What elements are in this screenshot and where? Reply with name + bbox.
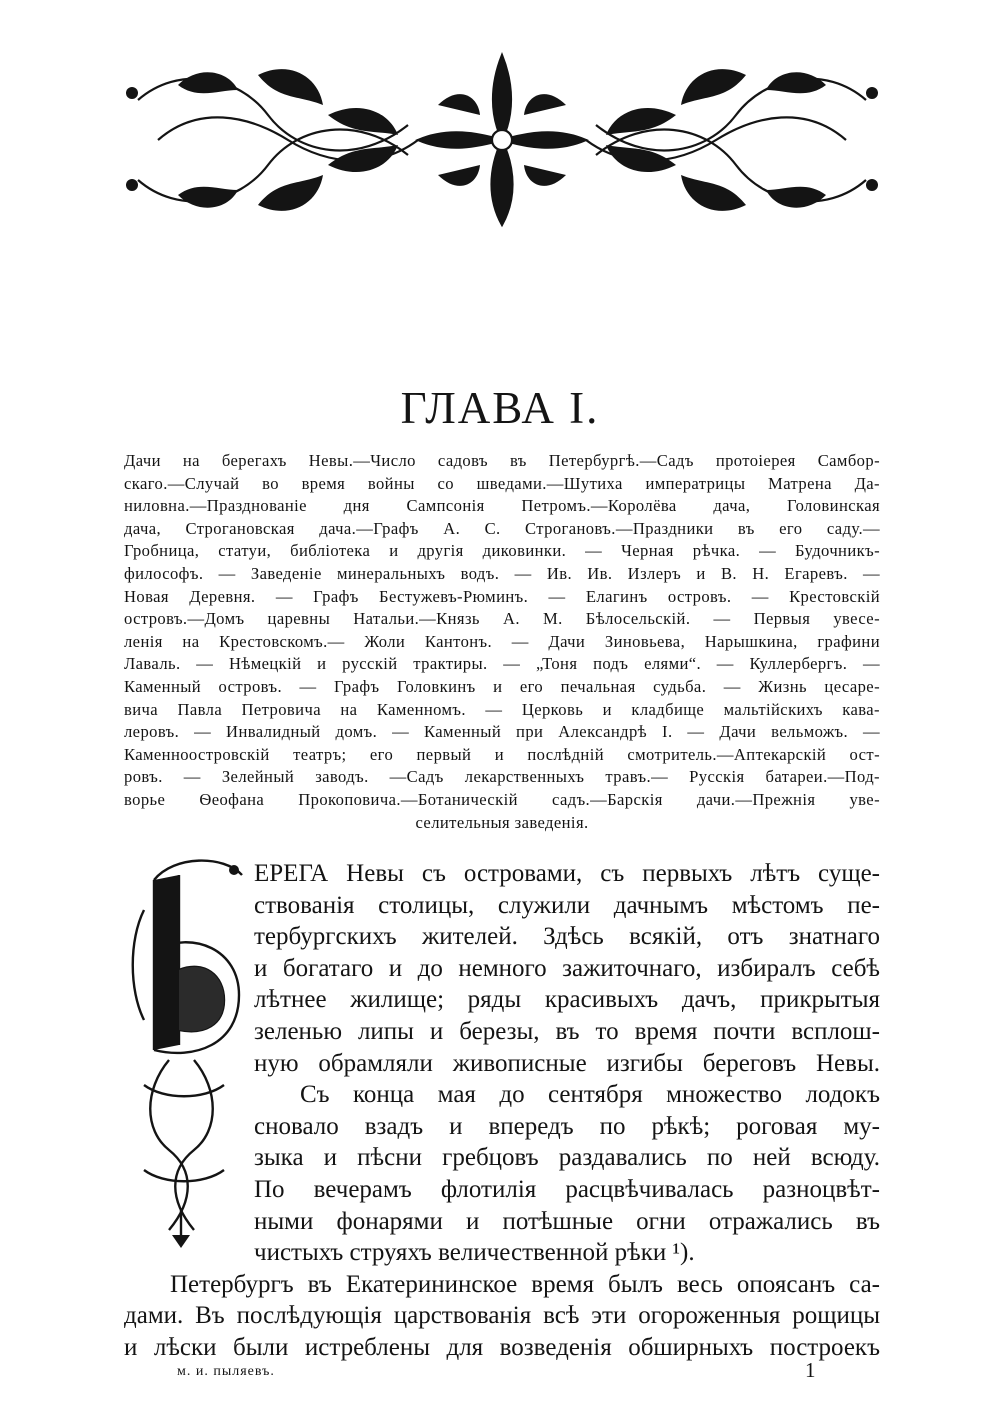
body-line: ными фонарями и потѣшные огни отражались въ (254, 1207, 880, 1235)
summary-line: Дачи на берегахъ Невы.—Число садовъ въ Петербургѣ.—Садъ протоіерея Самбор- (124, 451, 880, 470)
body-line: ствованія столицы, служили дачнымъ мѣстомъ пе- (254, 891, 880, 919)
body-line: тербургскихъ жителей. Здѣсь всякій, отъ знатнаго (254, 923, 880, 951)
floral-headpiece-ornament (118, 45, 886, 235)
footer-author-signature: м. и. пыляевъ. (177, 1364, 275, 1379)
summary-line: Каменноостровскій театръ; его первый и послѣдній смотритель.—Аптекарскій ост- (124, 744, 880, 764)
summary-line: селительныя заведенія. (415, 812, 589, 832)
summary-line: леровъ. — Инвалидный домъ. — Каменный при Александрѣ I. — Дачи вельможъ. — (124, 722, 880, 742)
summary-line: Лаваль. — Нѣмецкій и русскій трактиры. — „Тоня подъ елями“. — Куллербергъ. — (124, 654, 880, 674)
body-line: и богатаго и до немного зажиточнаго, избиралъ себѣ (254, 954, 880, 982)
summary-line: философъ. — Заведеніе минеральныхъ водъ. — Ив. Ив. Излеръ и В. Н. Егаревъ. — (124, 563, 880, 583)
body-line: Петербургъ въ Екатерининское время былъ весь опоясанъ са- (170, 1270, 880, 1298)
summary-line: скаго.—Случай во время войны со шведами.—Шутиха императрицы Матрена Да- (124, 473, 880, 493)
summary-line: Каменный островъ. — Графъ Головкинъ и его печальная судьба. — Жизнь цесаре- (124, 676, 880, 696)
summary-line: ворье Ѳеофана Прокоповича.—Ботаническій садъ.—Барскія дачи.—Прежнія уве- (124, 789, 880, 809)
summary-line: ниловна.—Празднованіе дня Сампсонія Петромъ.—Королёва дача, Головинская (124, 496, 880, 516)
summary-line: ленія на Крестовскомъ.— Жоли Кантонъ. — Дачи Зиновьева, Нарышкина, графини (124, 631, 880, 651)
chapter-summary (124, 450, 880, 834)
summary-line: ровъ. — Зелейный заводъ. —Садъ лекарственныхъ травъ.— Русскія батареи.—Под- (124, 767, 880, 787)
body-line: дами. Въ послѣдующія царствованія всѣ эти огороженныя рощицы (124, 1302, 880, 1330)
chapter-title: ГЛАВА I. (400, 383, 600, 433)
body-line: Съ конца мая до сентября множество лодокъ (300, 1081, 880, 1109)
body-line: чистыхъ струяхъ величественной рѣки ¹). (254, 1239, 695, 1267)
summary-line: Новая Деревня. — Графъ Бестужевъ-Рюминъ. — Елагинъ островъ. — Крестовскій (124, 586, 880, 606)
body-line: зыка и пѣсни гребцовъ раздавались по ней всюду. (254, 1144, 880, 1172)
body-text (124, 858, 880, 1364)
summary-line: островъ.—Домъ царевны Натальи.—Князь А. М. Бѣлосельскій. — Первыя увесе- (124, 609, 880, 629)
body-line: лѣтнее жилище; ряды красивыхъ дачъ, прикрытыя (254, 986, 880, 1014)
summary-line: Гробница, статуи, библіотека и другія диковинки. — Черная рѣчка. — Будочникъ- (124, 541, 880, 561)
body-line: ную обрамляли живописные изгибы береговъ Невы. (254, 1049, 880, 1077)
summary-line: дача, Строгановская дача.—Графъ А. С. Строгановъ.—Праздники въ его саду.— (124, 518, 880, 538)
body-line: и лѣски были истреблены для возведенія обширныхъ построекъ (124, 1333, 880, 1361)
page-number: 1 (805, 1358, 816, 1382)
body-line: сновало взадъ и впередъ по рѣкѣ; роговая му- (254, 1112, 880, 1140)
summary-line: вича Павла Петровича на Каменномъ. — Церковь и кладбище мальтійскихъ кава- (124, 699, 880, 719)
body-line: зеленью липы и березы, въ то время почти всплош- (254, 1017, 880, 1045)
body-line: По вечерамъ флотилія расцвѣчивалась разноцвѣт- (254, 1175, 880, 1203)
body-line: ЕРЕГА Невы съ островами, съ первыхъ лѣтъ суще- (254, 860, 880, 887)
